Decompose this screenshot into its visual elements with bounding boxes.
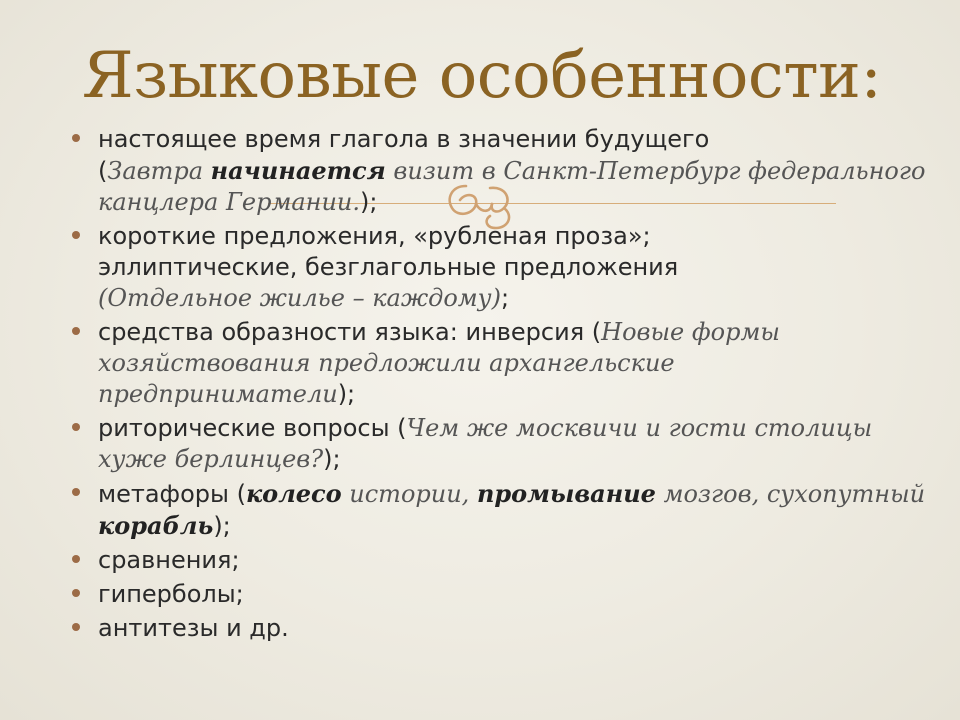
list-item: риторические вопросы (Чем же москвичи и гости столицы хуже берлинцев?); [70, 413, 930, 475]
bullet-list [70, 124, 930, 644]
list-item: метафоры (колесо истории, промывание мозгов, сухопутный корабль); [70, 478, 930, 542]
list-item: короткие предложения, «рубленая проза»; эллиптические, безглагольные предложения (Отдельное жилье – каждому); [70, 221, 930, 314]
list-item: настоящее время глагола в значении будущего (Завтра начинается визит в Санкт-Петербург федерального канцлера Германии.); [70, 124, 930, 218]
list-item: антитезы и др. [70, 613, 930, 644]
list-item: средства образности языка: инверсия (Новые формы хозяйствования предложили архангельские предприниматели); [70, 317, 930, 410]
list-item: сравнения; [70, 545, 930, 576]
slide-title: Языковые особенности: [82, 39, 882, 113]
list-item: гиперболы; [70, 579, 930, 610]
